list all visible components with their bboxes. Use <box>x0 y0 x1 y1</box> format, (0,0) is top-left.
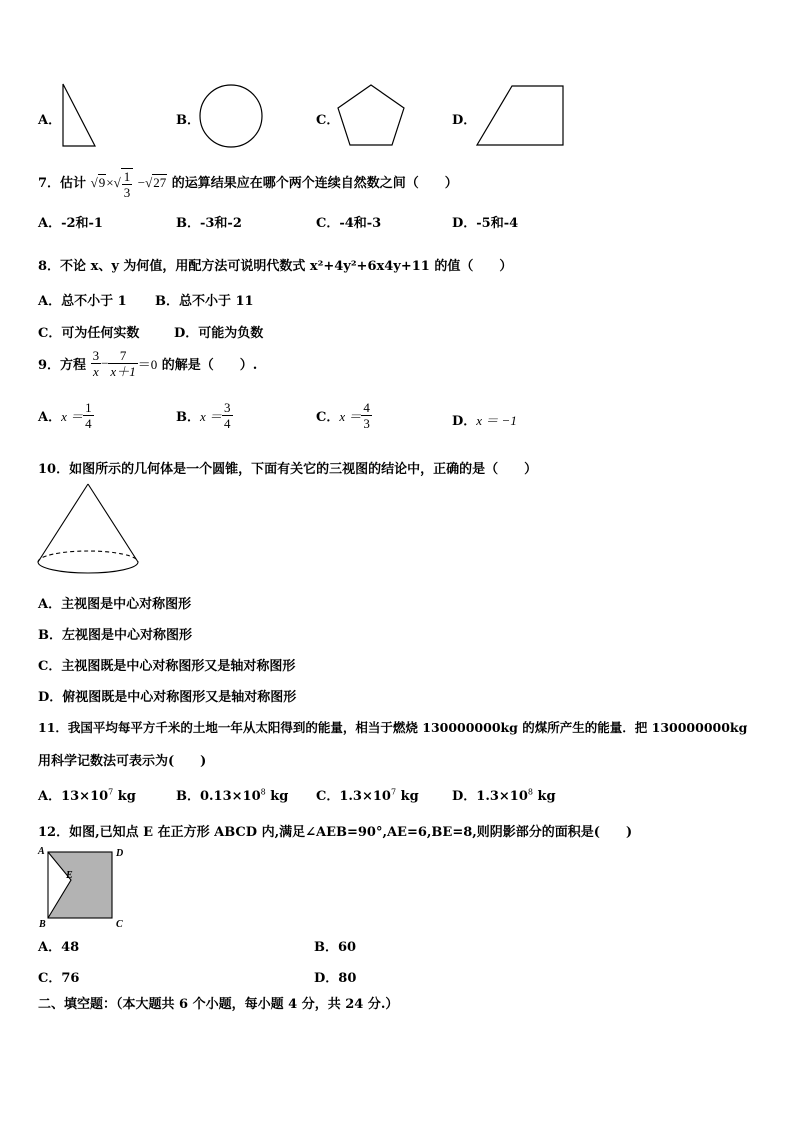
q9-option-a: A．x ＝ $\frac{1}{4}$ <box>38 400 92 431</box>
q8-option-c: C．可为任何实数 <box>38 326 140 341</box>
q10-question: 10．如图所示的几何体是一个圆锥，下面有关它的三视图的结论中，正确的是（ ） <box>38 462 538 477</box>
q9-equals-zero: ＝0 <box>137 357 158 372</box>
q8-option-a: A．总不小于 1 <box>38 294 127 309</box>
q7-number: 7． <box>38 175 61 191</box>
q12-option-c: C．76 <box>38 971 80 986</box>
trapezoid-icon <box>476 85 566 147</box>
q7-question <box>38 168 458 200</box>
circle-icon <box>199 84 265 150</box>
q10-option-d: D．俯视图既是中心对称图形又是轴对称图形 <box>38 690 297 705</box>
q7-option-d: D．-5和-4 <box>452 216 519 231</box>
shaded-region <box>48 852 112 918</box>
q9-minus: − <box>101 355 109 371</box>
label-c: C <box>116 919 123 930</box>
cone-figure <box>36 482 142 582</box>
q7-minus: − <box>137 174 146 190</box>
q9-option-d: D．x ＝ −1 <box>452 413 517 429</box>
q11-option-a: A．$13\times 10^7$ kg <box>38 787 136 804</box>
q11-option-c: C．$1.3\times 10^7$ kg <box>316 787 419 804</box>
q7-option-b: B．-3和-2 <box>176 216 242 231</box>
q9-prefix: 9．方程 <box>38 358 87 373</box>
q8-option-b: B．总不小于 11 <box>155 294 254 309</box>
q7-option-a: A．-2和-1 <box>38 216 103 231</box>
q7-option-c: C．-4和-3 <box>316 216 382 231</box>
label-b: B <box>39 919 46 930</box>
q11-option-b: B．$0.13\times 10^8$ kg <box>176 787 289 804</box>
q7-sqrt-27: √27 <box>145 174 167 190</box>
q9-option-b: B．x ＝ $\frac{3}{4}$ <box>176 400 231 431</box>
q12-question: 12．如图,已知点 E 在正方形 ABCD 内,满足∠AEB=90°,AE=6,BE=8,则阴影部分的面积是( ) <box>38 825 633 840</box>
q8-option-d: D．可能为负数 <box>174 326 264 341</box>
q8-question: 8．不论 x、y 为何值，用配方法可说明代数式 x²+4y²+6x4y+11 的值（ ） <box>38 259 513 274</box>
q12-option-d: D．80 <box>314 971 357 986</box>
label-a: A <box>38 846 45 857</box>
q10-option-c: C．主视图既是中心对称图形又是轴对称图形 <box>38 659 296 674</box>
q10-option-a: A．主视图是中心对称图形 <box>38 597 192 612</box>
q6-option-b-label: B． <box>176 113 200 128</box>
label-e: E <box>66 870 73 881</box>
label-d: D <box>116 848 124 859</box>
q9-option-c: C．x ＝ $\frac{4}{3}$ <box>316 400 370 431</box>
q11-option-d: D．$1.3\times 10^8$ kg <box>452 787 556 804</box>
q6-option-d-label: D． <box>452 113 477 128</box>
q12-option-b: B．60 <box>314 940 357 955</box>
square-figure <box>36 844 132 934</box>
q7-suffix: 的运算结果应在哪个两个连续自然数之间（ ） <box>171 175 458 191</box>
q7-prefix: 估计 <box>60 175 87 191</box>
q7-times: × <box>106 174 114 190</box>
q9-fraction-1: $\frac{3}{x}$ <box>92 348 100 379</box>
q11-question-line2: 用科学记数法可表示为( ) <box>38 754 207 769</box>
pentagon-icon <box>337 84 407 148</box>
q7-sqrt-9: √9 <box>90 174 106 190</box>
q11-question-line1: 11．我国平均每平方千米的土地一年从太阳得到的能量，相当于燃烧 130000000kg 的煤所产生的能量．把 130000000kg <box>38 720 748 735</box>
q6-option-c-label: C． <box>316 113 340 128</box>
q10-option-b: B．左视图是中心对称图形 <box>38 628 192 643</box>
q9-question <box>38 348 257 379</box>
right-triangle-icon <box>60 82 100 150</box>
q12-option-a: A．48 <box>38 940 80 955</box>
q9-fraction-2: $\frac{7}{x+1}$ <box>110 348 136 379</box>
q6-option-a-label: A． <box>38 113 62 128</box>
q7-sqrt-frac: √ $\frac{1}{3}$ <box>114 175 134 190</box>
q9-suffix: 的解是（ ）. <box>161 358 258 373</box>
section-heading: 二、填空题：（本大题共 6 个小题，每小题 4 分，共 24 分.） <box>38 997 399 1012</box>
